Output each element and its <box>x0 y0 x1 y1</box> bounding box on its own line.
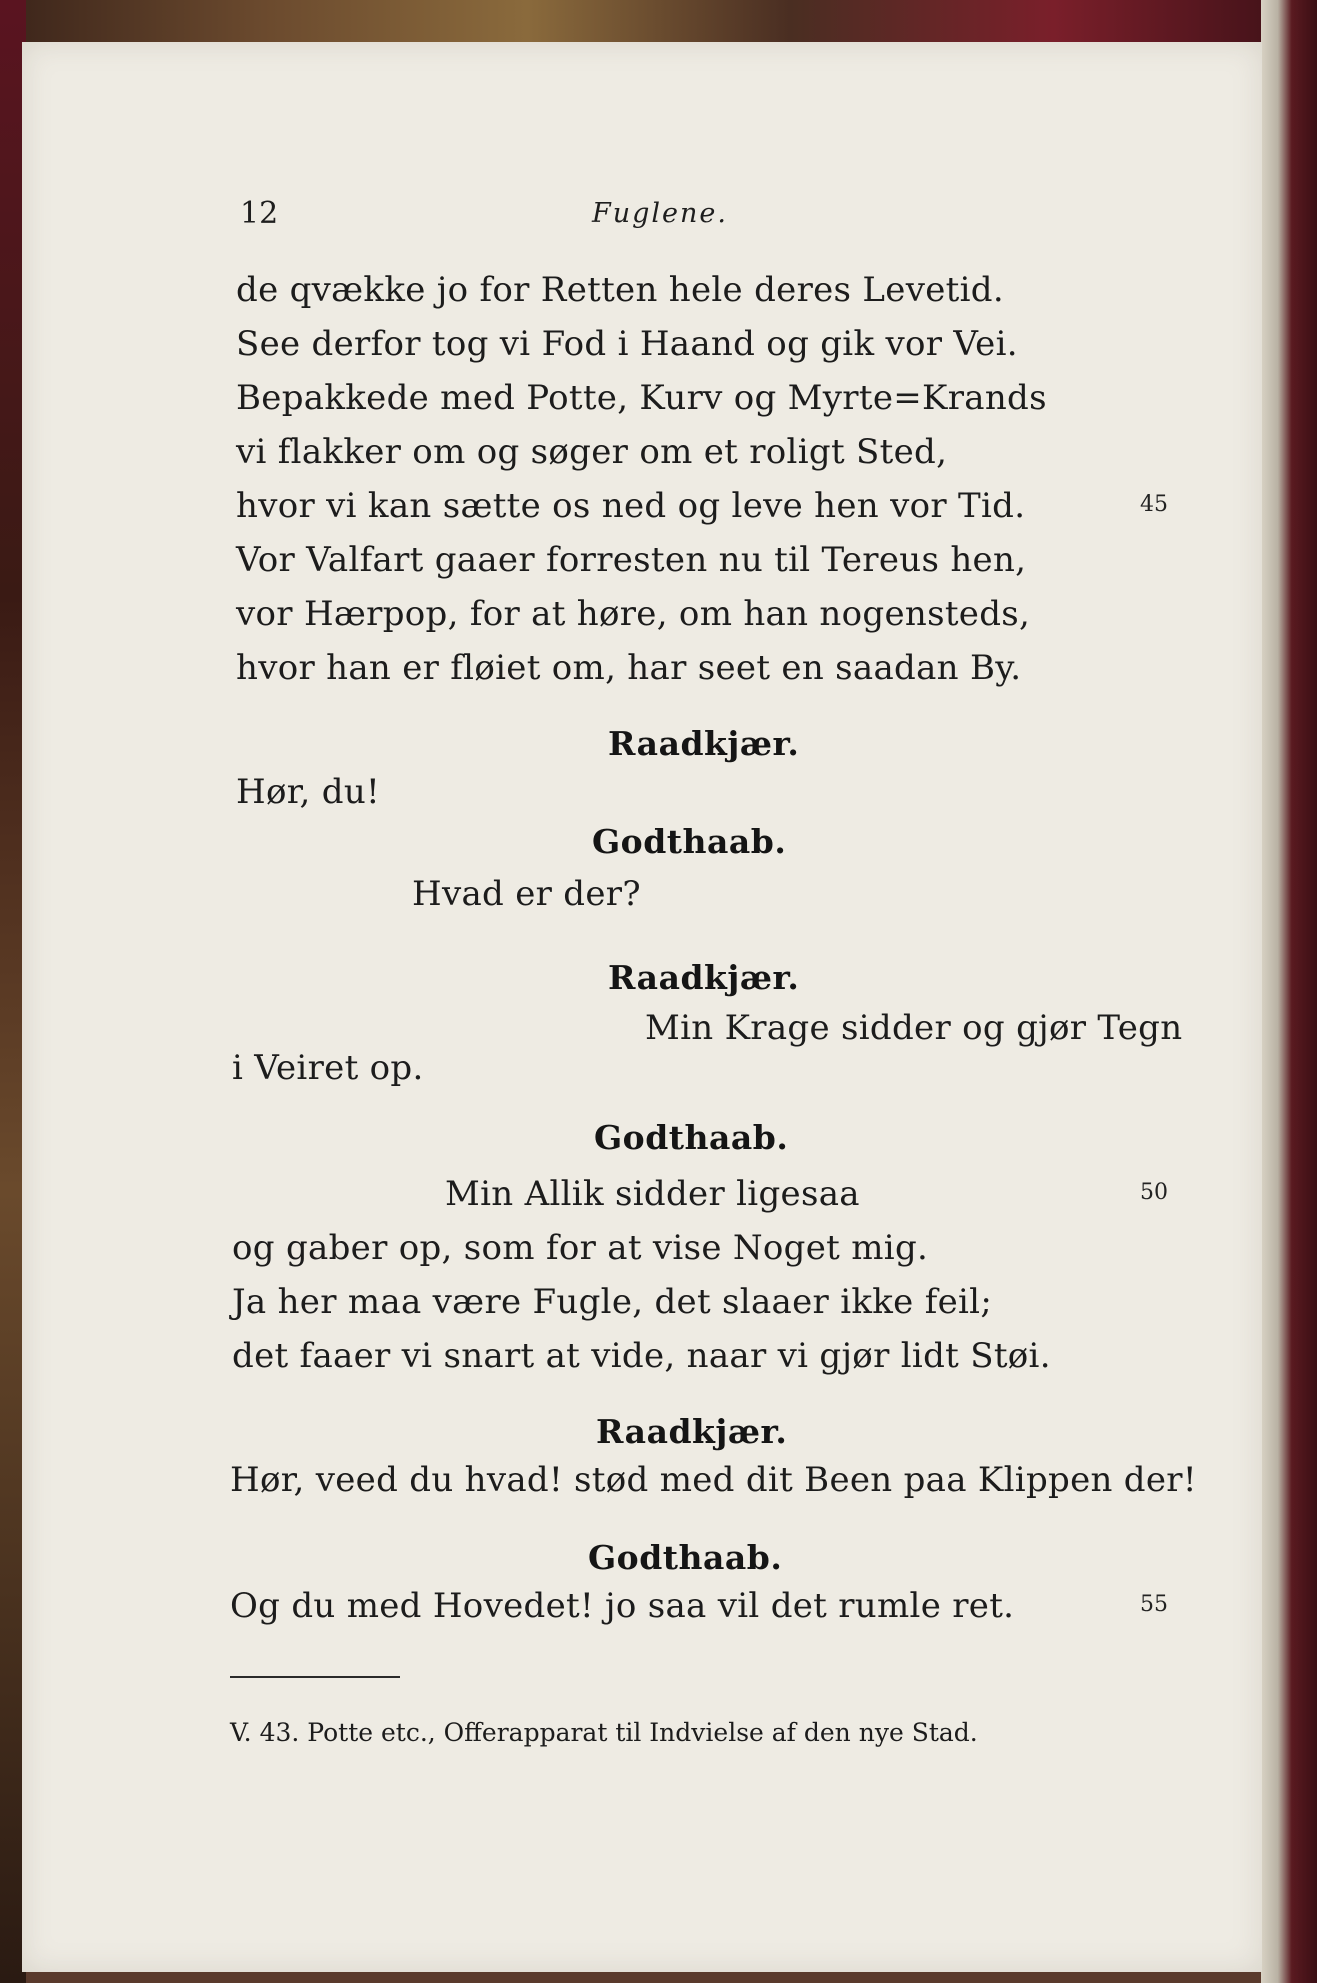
speaker-name: Godthaab. <box>592 822 787 861</box>
speaker-name: Raadkjær. <box>596 1412 788 1451</box>
footnote: V. 43. Potte etc., Offerapparat til Indvielse af den nye Stad. <box>230 1718 978 1747</box>
verse-line: Hør, du! <box>236 772 380 812</box>
verse-line: vor Hærpop, for at høre, om han nogensteds, <box>236 594 1031 634</box>
page-number: 12 <box>240 196 279 231</box>
line-number: 50 <box>1140 1180 1168 1205</box>
verse-line: Hvad er der? <box>412 874 641 914</box>
line-number: 55 <box>1140 1592 1168 1617</box>
running-title: Fuglene. <box>592 198 728 229</box>
verse-line: See derfor tog vi Fod i Haand og gik vor Vei. <box>236 324 1018 364</box>
speaker-name: Godthaab. <box>588 1538 783 1577</box>
speaker-name: Godthaab. <box>594 1118 789 1157</box>
footnote-rule <box>230 1676 400 1678</box>
book-cover-top <box>0 0 1317 44</box>
verse-line: Og du med Hovedet! jo saa vil det rumle ret. <box>230 1586 1015 1626</box>
verse-line: Bepakkede med Potte, Kurv og Myrte=Krands <box>236 378 1047 418</box>
verse-line: Ja her maa være Fugle, det slaaer ikke feil; <box>232 1282 993 1322</box>
verse-line: og gaber op, som for at vise Noget mig. <box>232 1228 929 1268</box>
book-cover-right <box>1261 0 1317 1983</box>
verse-line: de qvække jo for Retten hele deres Levetid. <box>236 270 1004 310</box>
verse-line: hvor han er fløiet om, har seet en saadan By. <box>236 648 1022 688</box>
verse-line: Vor Valfart gaaer forresten nu til Tereus hen, <box>236 540 1027 580</box>
verse-line: vi flakker om og søger om et roligt Sted, <box>236 432 948 472</box>
line-number: 45 <box>1140 492 1168 517</box>
verse-line: Min Allik sidder ligesaa <box>445 1174 860 1214</box>
speaker-name: Raadkjær. <box>608 724 800 763</box>
verse-line: Hør, veed du hvad! stød med dit Been paa Klippen der! <box>230 1460 1197 1500</box>
verse-line: i Veiret op. <box>232 1048 424 1088</box>
speaker-name: Raadkjær. <box>608 958 800 997</box>
verse-line: hvor vi kan sætte os ned og leve hen vor Tid. <box>236 486 1026 526</box>
verse-line: det faaer vi snart at vide, naar vi gjør lidt Støi. <box>232 1336 1051 1376</box>
verse-line: Min Krage sidder og gjør Tegn <box>645 1008 1183 1048</box>
